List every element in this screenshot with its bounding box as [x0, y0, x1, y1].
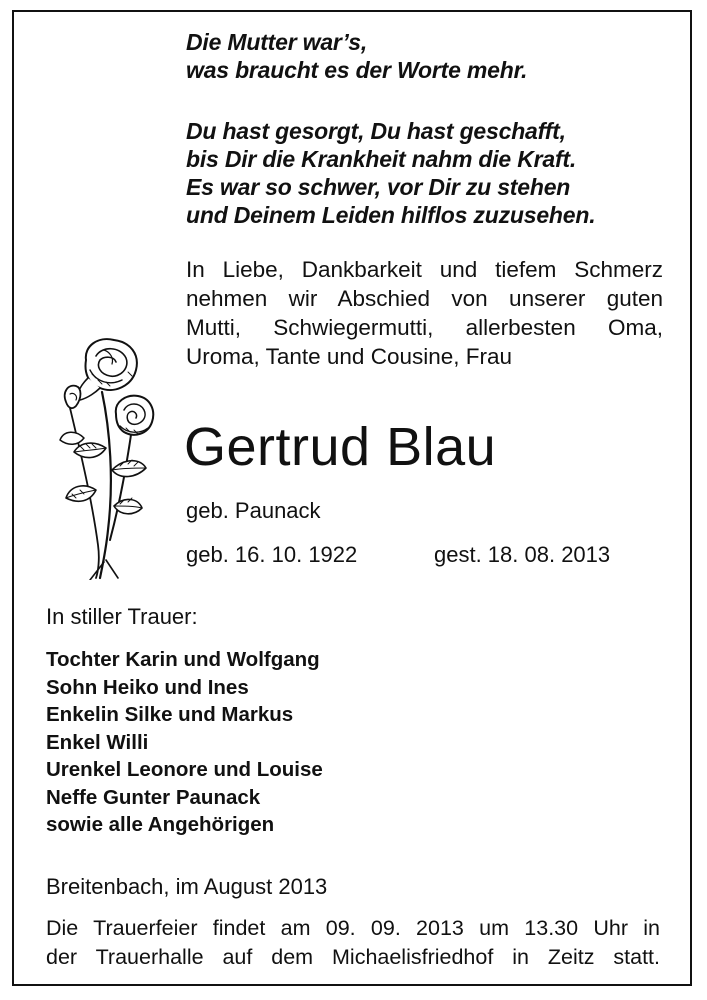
intro-line: In Liebe, Dankbarkeit und tiefem Schmerz	[186, 257, 663, 282]
funeral-line: Die Trauerfeier findet am 09. 09. 2013 um 13.30 Uhr in	[46, 916, 660, 940]
death-date: gest. 18. 08. 2013	[434, 542, 611, 567]
funeral-notice	[46, 914, 660, 972]
mourner-item: Enkel Willi	[46, 730, 149, 754]
intro-line: Uroma, Tante und Cousine, Frau	[186, 344, 513, 369]
mourner-item: sowie alle Angehörigen	[46, 813, 275, 836]
poem-line: Es war so schwer, vor Dir zu stehen	[186, 174, 571, 200]
intro-line: Mutti, Schwiegermutti, allerbesten Oma,	[186, 315, 663, 340]
poem-line: Du hast gesorgt, Du hast geschafft,	[186, 118, 566, 144]
mourner-item: Neffe Gunter Paunack	[46, 785, 261, 809]
mourners-list	[46, 646, 323, 839]
poem-line: was braucht es der Worte mehr.	[186, 57, 528, 83]
deceased-name: Gertrud Blau	[184, 417, 497, 477]
poem-stanza-1	[186, 28, 527, 84]
place-date: Breitenbach, im August 2013	[46, 874, 328, 899]
mourner-item: Sohn Heiko und Ines	[46, 675, 249, 699]
mourner-item: Urenkel Leonore und Louise	[46, 758, 323, 781]
birth-date: geb. 16. 10. 1922	[186, 542, 358, 567]
poem-line: Die Mutter war’s,	[186, 29, 368, 55]
mourner-item: Enkelin Silke und Markus	[46, 703, 294, 726]
mourning-label: In stiller Trauer:	[46, 604, 198, 629]
funeral-line: der Trauerhalle auf dem Michaelisfriedhof in Zeitz statt.	[46, 945, 660, 969]
mourner-item: Tochter Karin und Wolfgang	[46, 648, 320, 671]
intro-line: nehmen wir Abschied von unserer guten	[186, 286, 663, 311]
poem-stanza-2	[186, 117, 595, 229]
poem-line: bis Dir die Krankheit nahm die Kraft.	[186, 146, 577, 172]
birth-name: geb. Paunack	[186, 498, 321, 523]
life-dates	[186, 540, 611, 570]
poem-line: und Deinem Leiden hilflos zuzusehen.	[186, 202, 596, 228]
intro-text	[186, 255, 663, 371]
rose-icon	[40, 330, 164, 580]
